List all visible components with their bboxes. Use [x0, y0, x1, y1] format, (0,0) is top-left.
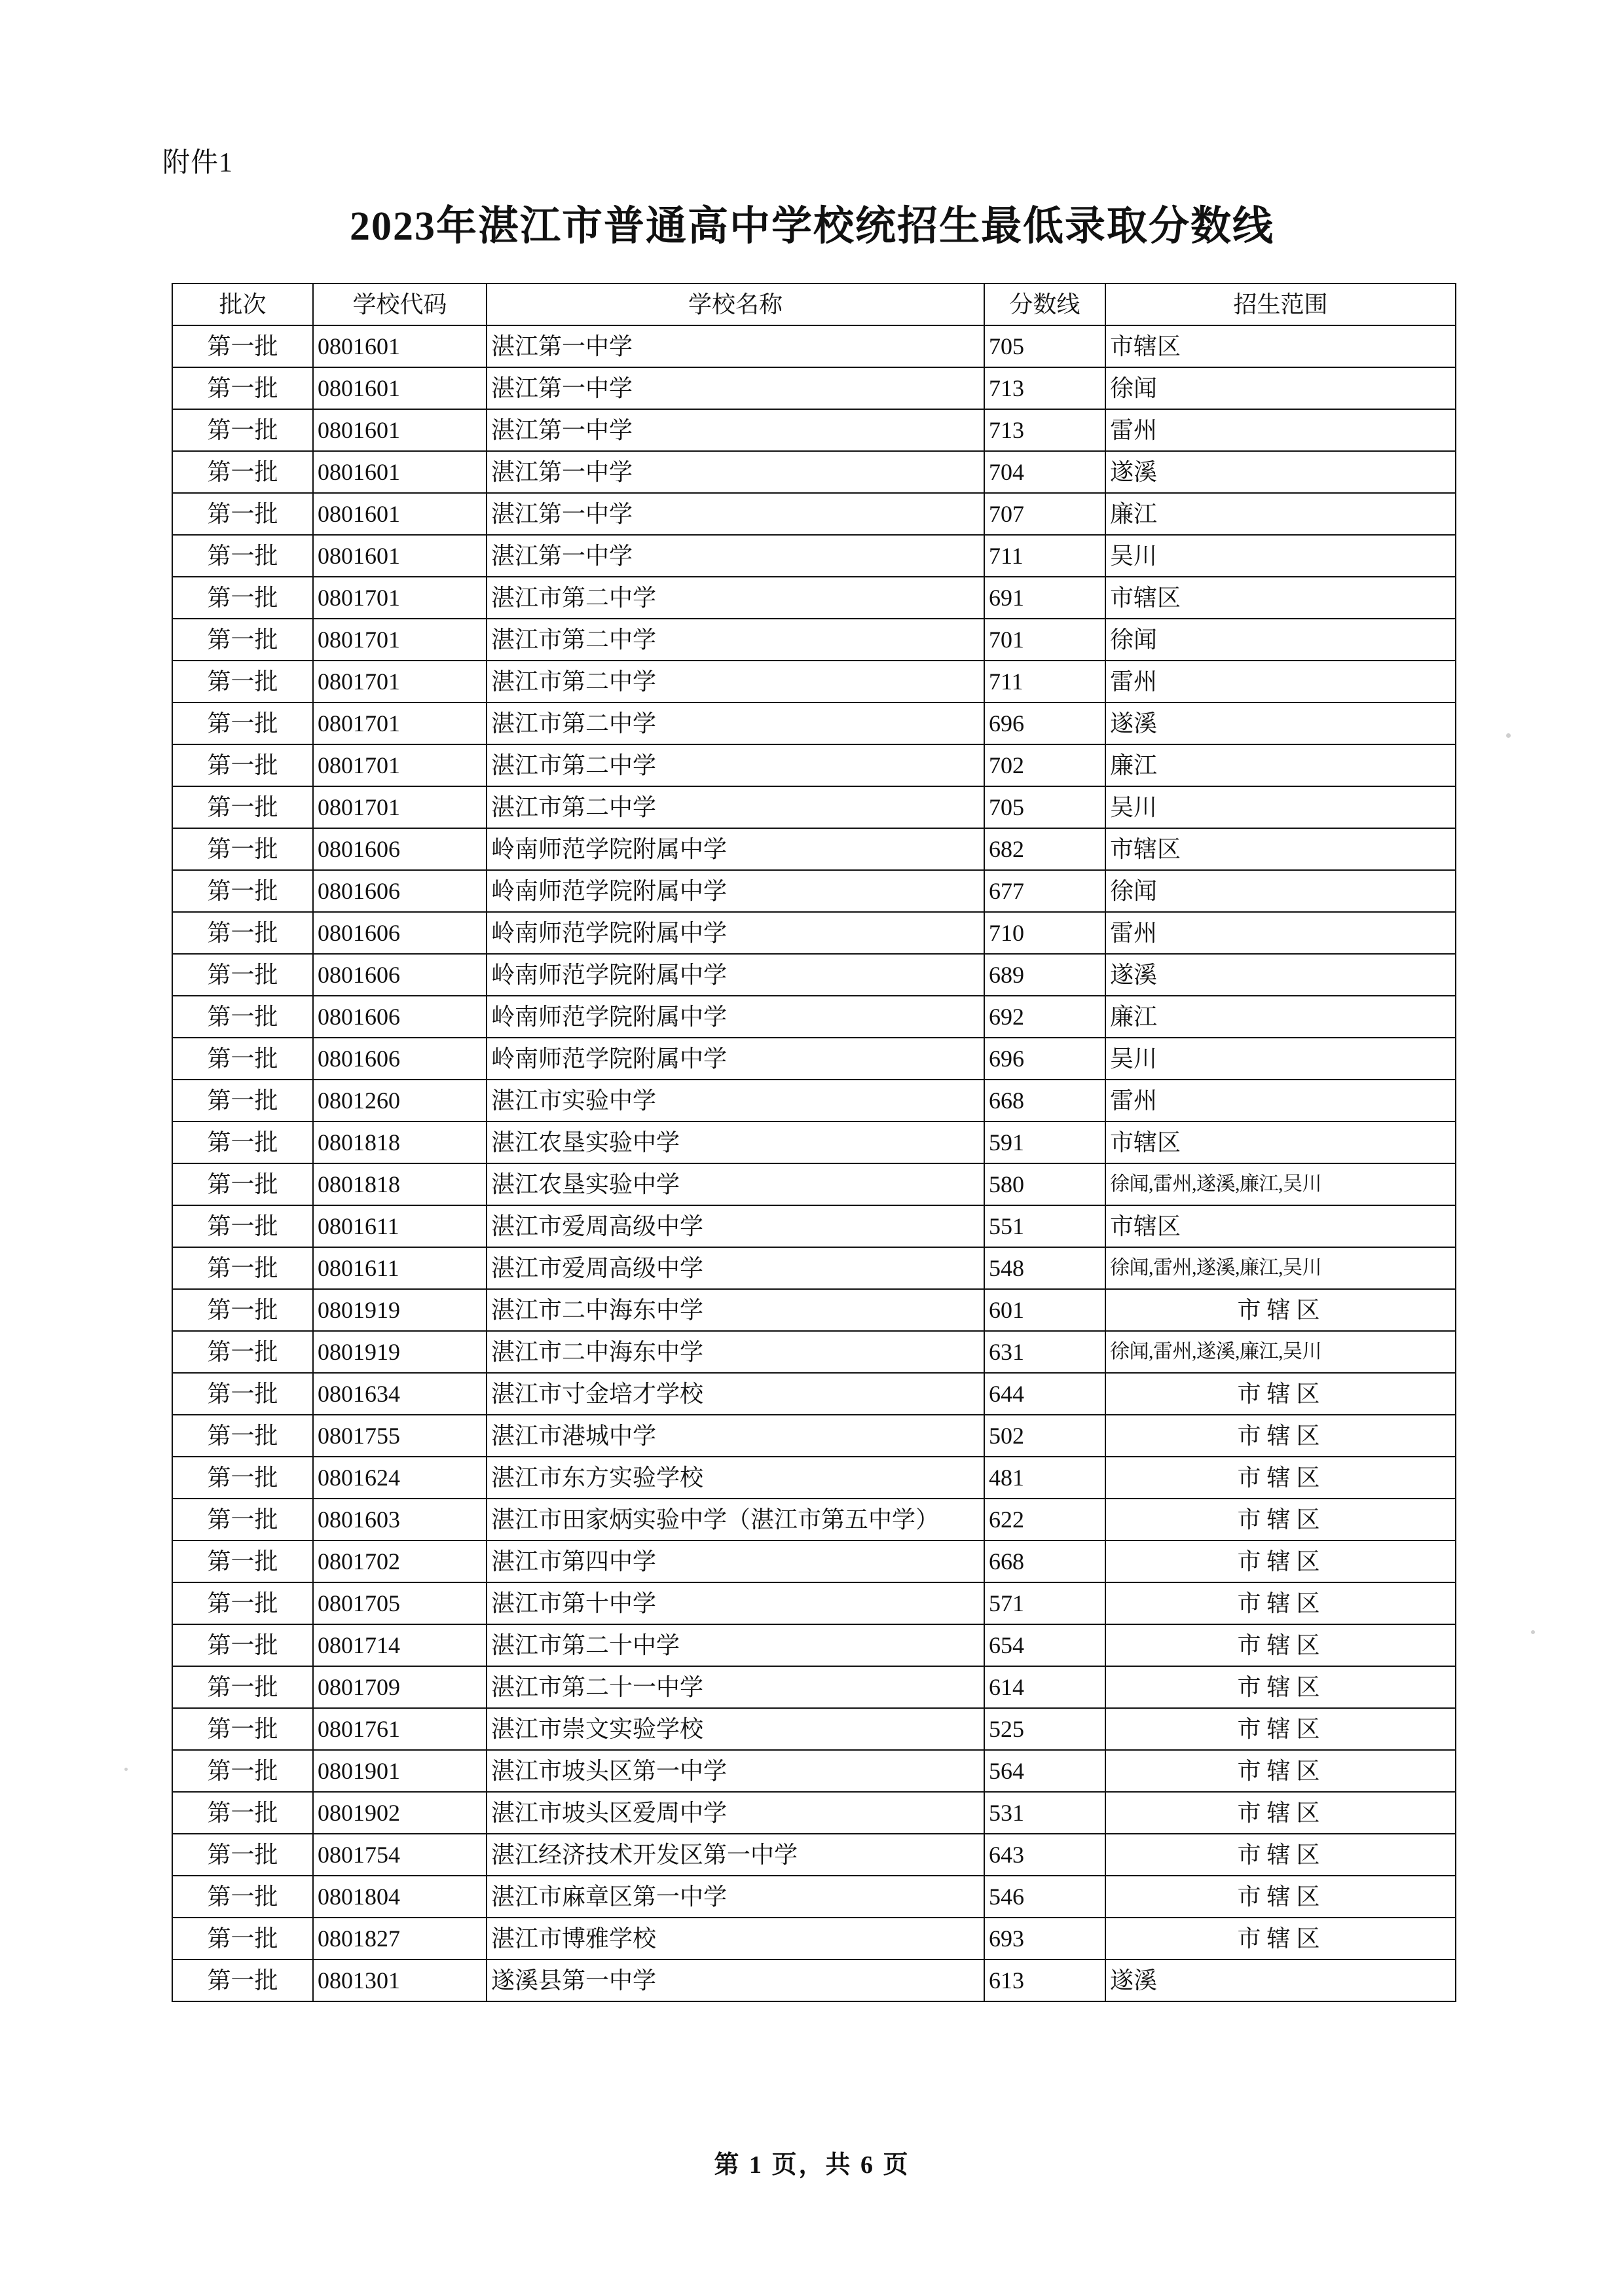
cell-score-line: 696 [984, 702, 1105, 744]
cell-batch: 第一批 [172, 1918, 313, 1959]
cell-enrollment-range: 市辖区 [1105, 577, 1456, 619]
table-row [172, 1876, 1456, 1918]
cell-school-code: 0801601 [313, 325, 487, 367]
cell-enrollment-range: 市 辖 区 [1105, 1918, 1456, 1959]
cell-score-line: 705 [984, 786, 1105, 828]
table-row [172, 661, 1456, 702]
column-header-batch: 批次 [172, 283, 313, 325]
cell-batch: 第一批 [172, 1163, 313, 1205]
cell-school-code: 0801606 [313, 954, 487, 996]
cell-school-code: 0801606 [313, 912, 487, 954]
cell-enrollment-range: 市 辖 区 [1105, 1708, 1456, 1750]
cell-score-line: 531 [984, 1792, 1105, 1834]
cell-school-code: 0801601 [313, 409, 487, 451]
cell-batch: 第一批 [172, 535, 313, 577]
table-row [172, 1121, 1456, 1163]
cell-score-line: 580 [984, 1163, 1105, 1205]
cell-score-line: 668 [984, 1080, 1105, 1121]
cell-score-line: 691 [984, 577, 1105, 619]
cell-enrollment-range: 市辖区 [1105, 325, 1456, 367]
table-row [172, 1247, 1456, 1289]
table-header-row [172, 283, 1456, 325]
cell-school-name: 湛江市坡头区第一中学 [487, 1750, 984, 1792]
cell-school-name: 岭南师范学院附属中学 [487, 954, 984, 996]
table-row [172, 451, 1456, 493]
cell-school-name: 湛江市博雅学校 [487, 1918, 984, 1959]
cell-school-code: 0801701 [313, 786, 487, 828]
cell-school-name: 湛江市爱周高级中学 [487, 1205, 984, 1247]
cell-school-name: 湛江市爱周高级中学 [487, 1247, 984, 1289]
cell-batch: 第一批 [172, 1959, 313, 2001]
cell-enrollment-range: 徐闻 [1105, 367, 1456, 409]
cell-batch: 第一批 [172, 409, 313, 451]
cell-school-code: 0801714 [313, 1624, 487, 1666]
cell-school-name: 湛江市崇文实验学校 [487, 1708, 984, 1750]
cell-school-code: 0801705 [313, 1582, 487, 1624]
cell-batch: 第一批 [172, 996, 313, 1038]
cell-school-code: 0801701 [313, 661, 487, 702]
cell-enrollment-range: 遂溪 [1105, 1959, 1456, 2001]
cell-enrollment-range: 市 辖 区 [1105, 1289, 1456, 1331]
cell-score-line: 704 [984, 451, 1105, 493]
cell-school-name: 湛江市第十中学 [487, 1582, 984, 1624]
cell-school-code: 0801919 [313, 1289, 487, 1331]
cell-school-name: 湛江第一中学 [487, 535, 984, 577]
cell-school-code: 0801901 [313, 1750, 487, 1792]
cell-school-code: 0801701 [313, 744, 487, 786]
table-row [172, 786, 1456, 828]
score-table [172, 283, 1456, 2002]
cell-enrollment-range: 市 辖 区 [1105, 1792, 1456, 1834]
table-row [172, 954, 1456, 996]
cell-enrollment-range: 市 辖 区 [1105, 1373, 1456, 1415]
cell-school-name: 遂溪县第一中学 [487, 1959, 984, 2001]
table-row [172, 828, 1456, 870]
cell-batch: 第一批 [172, 1457, 313, 1499]
cell-score-line: 591 [984, 1121, 1105, 1163]
cell-school-code: 0801827 [313, 1918, 487, 1959]
cell-school-name: 湛江市第二中学 [487, 619, 984, 661]
cell-score-line: 682 [984, 828, 1105, 870]
table-row [172, 577, 1456, 619]
cell-batch: 第一批 [172, 1708, 313, 1750]
cell-score-line: 601 [984, 1289, 1105, 1331]
cell-batch: 第一批 [172, 912, 313, 954]
table-row [172, 1834, 1456, 1876]
column-header-school-code: 学校代码 [313, 283, 487, 325]
page-title: 2023年湛江市普通高中学校统招生最低录取分数线 [349, 204, 1274, 249]
cell-batch: 第一批 [172, 1666, 313, 1708]
cell-enrollment-range: 市 辖 区 [1105, 1834, 1456, 1876]
cell-school-code: 0801606 [313, 828, 487, 870]
cell-school-name: 湛江市麻章区第一中学 [487, 1876, 984, 1918]
table-body [172, 325, 1456, 2001]
cell-batch: 第一批 [172, 828, 313, 870]
table-row [172, 1415, 1456, 1457]
table-row [172, 702, 1456, 744]
cell-enrollment-range: 徐闻,雷州,遂溪,廉江,吴川 [1105, 1247, 1456, 1289]
cell-school-code: 0801601 [313, 535, 487, 577]
cell-school-name: 湛江市实验中学 [487, 1080, 984, 1121]
cell-batch: 第一批 [172, 1792, 313, 1834]
cell-batch: 第一批 [172, 325, 313, 367]
cell-batch: 第一批 [172, 954, 313, 996]
cell-enrollment-range: 雷州 [1105, 409, 1456, 451]
cell-school-code: 0801818 [313, 1163, 487, 1205]
cell-score-line: 692 [984, 996, 1105, 1038]
scan-speck [1531, 1630, 1535, 1634]
table-row [172, 1959, 1456, 2001]
table-row [172, 409, 1456, 451]
cell-school-code: 0801701 [313, 702, 487, 744]
cell-score-line: 481 [984, 1457, 1105, 1499]
cell-score-line: 711 [984, 535, 1105, 577]
cell-school-code: 0801754 [313, 1834, 487, 1876]
table-row [172, 1624, 1456, 1666]
cell-score-line: 622 [984, 1499, 1105, 1540]
cell-batch: 第一批 [172, 870, 313, 912]
scan-speck [1506, 733, 1511, 738]
table-row [172, 493, 1456, 535]
cell-school-name: 湛江市坡头区爱周中学 [487, 1792, 984, 1834]
cell-school-name: 湛江市东方实验学校 [487, 1457, 984, 1499]
table-row [172, 1163, 1456, 1205]
cell-enrollment-range: 徐闻 [1105, 870, 1456, 912]
cell-school-name: 湛江第一中学 [487, 367, 984, 409]
cell-score-line: 571 [984, 1582, 1105, 1624]
cell-enrollment-range: 市 辖 区 [1105, 1457, 1456, 1499]
cell-school-name: 湛江第一中学 [487, 409, 984, 451]
page-footer: 第 1 页，共 6 页 [714, 2151, 910, 2179]
cell-batch: 第一批 [172, 577, 313, 619]
cell-school-name: 湛江市港城中学 [487, 1415, 984, 1457]
cell-school-code: 0801611 [313, 1205, 487, 1247]
table-row [172, 1750, 1456, 1792]
table-row [172, 1331, 1456, 1373]
cell-batch: 第一批 [172, 786, 313, 828]
column-header-school-name: 学校名称 [487, 283, 984, 325]
cell-school-code: 0801301 [313, 1959, 487, 2001]
table-row [172, 912, 1456, 954]
cell-enrollment-range: 市 辖 区 [1105, 1624, 1456, 1666]
cell-batch: 第一批 [172, 619, 313, 661]
cell-score-line: 710 [984, 912, 1105, 954]
cell-school-code: 0801260 [313, 1080, 487, 1121]
cell-school-name: 湛江经济技术开发区第一中学 [487, 1834, 984, 1876]
cell-school-code: 0801606 [313, 870, 487, 912]
cell-batch: 第一批 [172, 702, 313, 744]
cell-school-code: 0801601 [313, 451, 487, 493]
cell-score-line: 654 [984, 1624, 1105, 1666]
attachment-label: 附件1 [162, 148, 234, 178]
cell-batch: 第一批 [172, 1121, 313, 1163]
cell-school-code: 0801611 [313, 1247, 487, 1289]
cell-enrollment-range: 遂溪 [1105, 451, 1456, 493]
cell-school-code: 0801606 [313, 1038, 487, 1080]
cell-score-line: 613 [984, 1959, 1105, 2001]
cell-batch: 第一批 [172, 1205, 313, 1247]
cell-enrollment-range: 吴川 [1105, 786, 1456, 828]
cell-enrollment-range: 雷州 [1105, 661, 1456, 702]
cell-school-code: 0801804 [313, 1876, 487, 1918]
table-row [172, 1582, 1456, 1624]
cell-score-line: 631 [984, 1331, 1105, 1373]
cell-school-code: 0801634 [313, 1373, 487, 1415]
table-row [172, 1499, 1456, 1540]
cell-enrollment-range: 市 辖 区 [1105, 1415, 1456, 1457]
cell-school-name: 湛江市第二中学 [487, 744, 984, 786]
cell-school-code: 0801606 [313, 996, 487, 1038]
cell-school-name: 湛江农垦实验中学 [487, 1163, 984, 1205]
cell-score-line: 701 [984, 619, 1105, 661]
cell-enrollment-range: 市辖区 [1105, 1205, 1456, 1247]
cell-enrollment-range: 吴川 [1105, 1038, 1456, 1080]
cell-school-name: 湛江第一中学 [487, 493, 984, 535]
cell-batch: 第一批 [172, 1499, 313, 1540]
cell-enrollment-range: 遂溪 [1105, 954, 1456, 996]
cell-batch: 第一批 [172, 744, 313, 786]
cell-batch: 第一批 [172, 1415, 313, 1457]
cell-school-name: 湛江市第二中学 [487, 577, 984, 619]
cell-score-line: 668 [984, 1540, 1105, 1582]
table-row [172, 367, 1456, 409]
cell-score-line: 551 [984, 1205, 1105, 1247]
cell-school-code: 0801709 [313, 1666, 487, 1708]
cell-enrollment-range: 雷州 [1105, 1080, 1456, 1121]
cell-enrollment-range: 徐闻,雷州,遂溪,廉江,吴川 [1105, 1331, 1456, 1373]
cell-school-name: 湛江市第四中学 [487, 1540, 984, 1582]
cell-score-line: 502 [984, 1415, 1105, 1457]
cell-school-name: 湛江市二中海东中学 [487, 1289, 984, 1331]
cell-school-code: 0801601 [313, 367, 487, 409]
cell-batch: 第一批 [172, 1038, 313, 1080]
table-header [172, 283, 1456, 325]
table-row [172, 325, 1456, 367]
cell-enrollment-range: 市辖区 [1105, 828, 1456, 870]
cell-score-line: 711 [984, 661, 1105, 702]
cell-school-name: 岭南师范学院附属中学 [487, 912, 984, 954]
cell-score-line: 564 [984, 1750, 1105, 1792]
cell-batch: 第一批 [172, 1582, 313, 1624]
cell-school-name: 湛江市二中海东中学 [487, 1331, 984, 1373]
cell-score-line: 546 [984, 1876, 1105, 1918]
cell-score-line: 548 [984, 1247, 1105, 1289]
cell-enrollment-range: 徐闻,雷州,遂溪,廉江,吴川 [1105, 1163, 1456, 1205]
cell-school-name: 湛江市寸金培才学校 [487, 1373, 984, 1415]
table-row [172, 870, 1456, 912]
cell-school-name: 湛江市第二十中学 [487, 1624, 984, 1666]
cell-enrollment-range: 廉江 [1105, 493, 1456, 535]
cell-batch: 第一批 [172, 1540, 313, 1582]
table-row [172, 996, 1456, 1038]
cell-score-line: 702 [984, 744, 1105, 786]
cell-school-name: 湛江市田家炳实验中学（湛江市第五中学） [487, 1499, 984, 1540]
cell-school-code: 0801761 [313, 1708, 487, 1750]
cell-score-line: 713 [984, 367, 1105, 409]
table-row [172, 1038, 1456, 1080]
cell-enrollment-range: 吴川 [1105, 535, 1456, 577]
cell-batch: 第一批 [172, 1750, 313, 1792]
cell-score-line: 705 [984, 325, 1105, 367]
table-row [172, 1540, 1456, 1582]
table-row [172, 1457, 1456, 1499]
scan-speck [124, 1768, 128, 1771]
table-row [172, 1289, 1456, 1331]
cell-score-line: 643 [984, 1834, 1105, 1876]
cell-batch: 第一批 [172, 1624, 313, 1666]
table-row [172, 535, 1456, 577]
cell-batch: 第一批 [172, 1080, 313, 1121]
cell-school-name: 湛江市第二中学 [487, 786, 984, 828]
cell-school-code: 0801701 [313, 577, 487, 619]
cell-batch: 第一批 [172, 451, 313, 493]
cell-score-line: 707 [984, 493, 1105, 535]
cell-batch: 第一批 [172, 1373, 313, 1415]
cell-school-name: 湛江农垦实验中学 [487, 1121, 984, 1163]
cell-school-name: 湛江市第二中学 [487, 661, 984, 702]
table-row [172, 1918, 1456, 1959]
table-row [172, 619, 1456, 661]
cell-school-code: 0801902 [313, 1792, 487, 1834]
cell-school-name: 湛江市第二中学 [487, 702, 984, 744]
cell-score-line: 525 [984, 1708, 1105, 1750]
cell-school-code: 0801624 [313, 1457, 487, 1499]
cell-school-name: 岭南师范学院附属中学 [487, 996, 984, 1038]
cell-school-name: 岭南师范学院附属中学 [487, 870, 984, 912]
table-row [172, 1708, 1456, 1750]
cell-batch: 第一批 [172, 367, 313, 409]
cell-enrollment-range: 廉江 [1105, 744, 1456, 786]
cell-score-line: 644 [984, 1373, 1105, 1415]
cell-school-name: 岭南师范学院附属中学 [487, 1038, 984, 1080]
cell-enrollment-range: 市辖区 [1105, 1121, 1456, 1163]
cell-batch: 第一批 [172, 661, 313, 702]
table-row [172, 1205, 1456, 1247]
cell-score-line: 693 [984, 1918, 1105, 1959]
cell-batch: 第一批 [172, 1331, 313, 1373]
cell-enrollment-range: 市 辖 区 [1105, 1750, 1456, 1792]
cell-enrollment-range: 遂溪 [1105, 702, 1456, 744]
cell-school-name: 岭南师范学院附属中学 [487, 828, 984, 870]
cell-enrollment-range: 雷州 [1105, 912, 1456, 954]
cell-school-code: 0801919 [313, 1331, 487, 1373]
table-row [172, 744, 1456, 786]
cell-enrollment-range: 廉江 [1105, 996, 1456, 1038]
cell-school-name: 湛江第一中学 [487, 325, 984, 367]
cell-school-name: 湛江第一中学 [487, 451, 984, 493]
table-row [172, 1792, 1456, 1834]
cell-enrollment-range: 市 辖 区 [1105, 1540, 1456, 1582]
column-header-score-line: 分数线 [984, 283, 1105, 325]
cell-batch: 第一批 [172, 1876, 313, 1918]
table-row [172, 1666, 1456, 1708]
cell-score-line: 677 [984, 870, 1105, 912]
cell-school-code: 0801818 [313, 1121, 487, 1163]
cell-school-code: 0801603 [313, 1499, 487, 1540]
cell-enrollment-range: 市 辖 区 [1105, 1876, 1456, 1918]
cell-score-line: 696 [984, 1038, 1105, 1080]
cell-enrollment-range: 徐闻 [1105, 619, 1456, 661]
cell-score-line: 614 [984, 1666, 1105, 1708]
cell-school-code: 0801701 [313, 619, 487, 661]
cell-batch: 第一批 [172, 1834, 313, 1876]
table-row [172, 1080, 1456, 1121]
cell-batch: 第一批 [172, 493, 313, 535]
cell-school-code: 0801755 [313, 1415, 487, 1457]
cell-enrollment-range: 市 辖 区 [1105, 1499, 1456, 1540]
cell-score-line: 689 [984, 954, 1105, 996]
cell-school-code: 0801702 [313, 1540, 487, 1582]
cell-school-name: 湛江市第二十一中学 [487, 1666, 984, 1708]
cell-batch: 第一批 [172, 1247, 313, 1289]
cell-school-code: 0801601 [313, 493, 487, 535]
cell-batch: 第一批 [172, 1289, 313, 1331]
cell-enrollment-range: 市 辖 区 [1105, 1582, 1456, 1624]
table-row [172, 1373, 1456, 1415]
cell-enrollment-range: 市 辖 区 [1105, 1666, 1456, 1708]
column-header-enrollment-range: 招生范围 [1105, 283, 1456, 325]
cell-score-line: 713 [984, 409, 1105, 451]
